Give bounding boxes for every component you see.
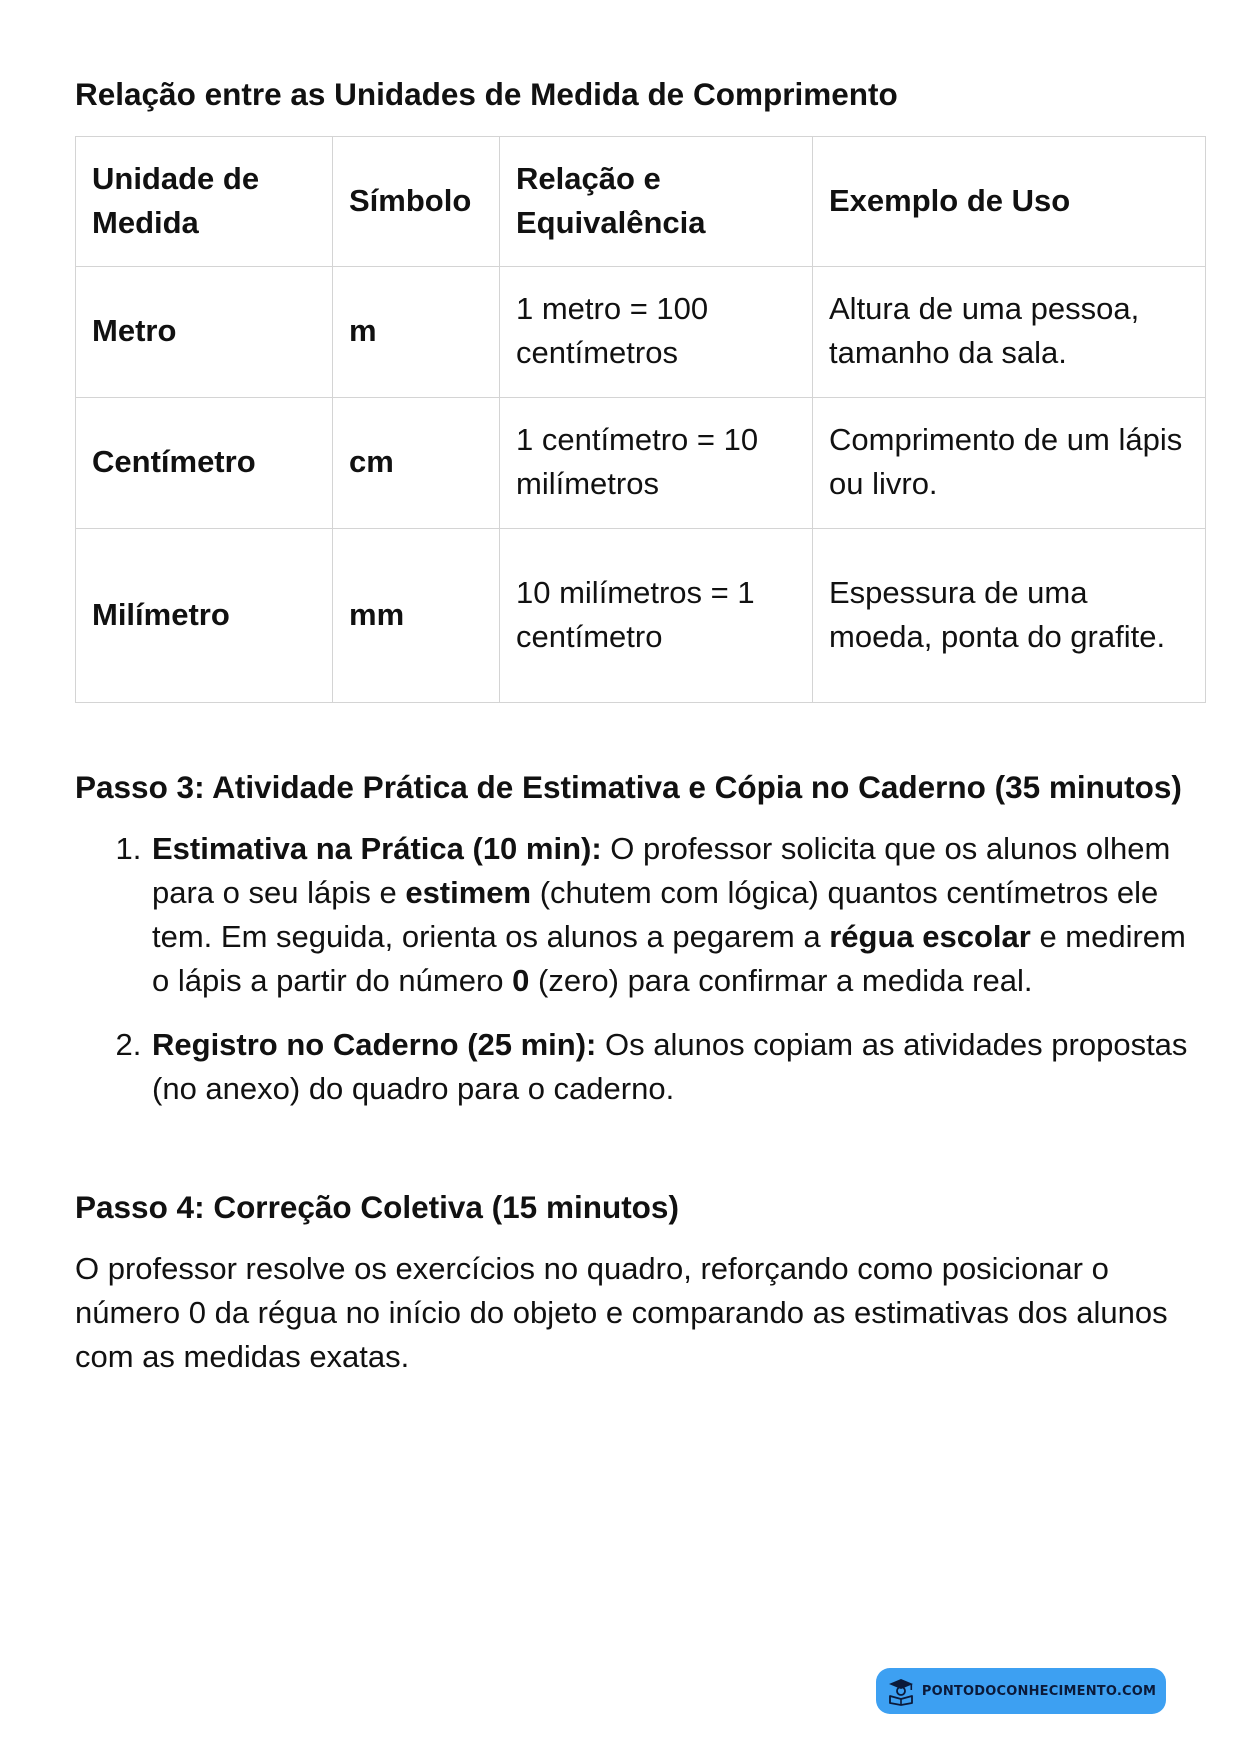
unit-cell: Milímetro [76,529,333,703]
item-text: O professor solicita que os alunos olhem para o seu lápis e [152,831,1171,910]
example-cell: Espessura de uma moeda, ponta do grafite. [813,529,1206,703]
document-page [75,72,1195,1379]
step4-body: O professor resolve os exercícios no quadro, reforçando como posicionar o número 0 da régua no início do objeto e comparando as estimativas dos alunos com as medidas exatas. [75,1251,1168,1374]
symbol-cell: cm [333,398,500,529]
symbol-cell: m [333,267,500,398]
brand-text: PONTODOCONHECIMENTO.COM [921,1683,1157,1699]
table-heading: Relação entre as Unidades de Medida de Comprimento [75,76,898,112]
item-text: Os alunos copiam as atividades propostas (no anexo) do quadro para o caderno. [152,1027,1188,1106]
table-row [76,398,1206,529]
header-example: Exemplo de Uso [813,137,1206,267]
table-header-row [76,137,1206,267]
brand-badge[interactable] [876,1668,1166,1714]
header-unit: Unidade de Medida [76,137,333,267]
step3-list [75,827,1195,1111]
list-item [150,827,1195,1003]
units-table [75,136,1206,703]
symbol-cell: mm [333,529,500,703]
item-text: (zero) para confirmar a medida real. [529,963,1033,998]
list-item [150,1023,1195,1111]
item-text: (chutem com lógica) quantos centímetros ele tem. Em seguida, orienta os alunos a pegarem a [152,875,1159,954]
relation-cell: 1 metro = 100 centímetros [500,267,813,398]
item-lead: Estimativa na Prática (10 min): [152,831,602,866]
unit-cell: Centímetro [76,398,333,529]
item-emphasis: régua escolar [829,919,1031,954]
item-text: e medirem o lápis a partir do número [152,919,1186,998]
item-emphasis: estimem [405,875,532,910]
relation-cell: 10 milímetros = 1 centímetro [500,529,813,703]
example-cell: Altura de uma pessoa, tamanho da sala. [813,267,1206,398]
step4-title: Passo 4: Correção Coletiva (15 minutos) [75,1189,679,1225]
relation-cell: 1 centímetro = 10 milímetros [500,398,813,529]
table-row [76,529,1206,703]
step3-title: Passo 3: Atividade Prática de Estimativa e Cópia no Caderno (35 minutos) [75,769,1182,805]
item-lead: Registro no Caderno (25 min): [152,1027,597,1062]
unit-cell: Metro [76,267,333,398]
item-emphasis: 0 [512,963,530,998]
table-row [76,267,1206,398]
header-relation: Relação e Equivalência [500,137,813,267]
graduate-book-icon [886,1676,916,1706]
header-symbol: Símbolo [333,137,500,267]
example-cell: Comprimento de um lápis ou livro. [813,398,1206,529]
